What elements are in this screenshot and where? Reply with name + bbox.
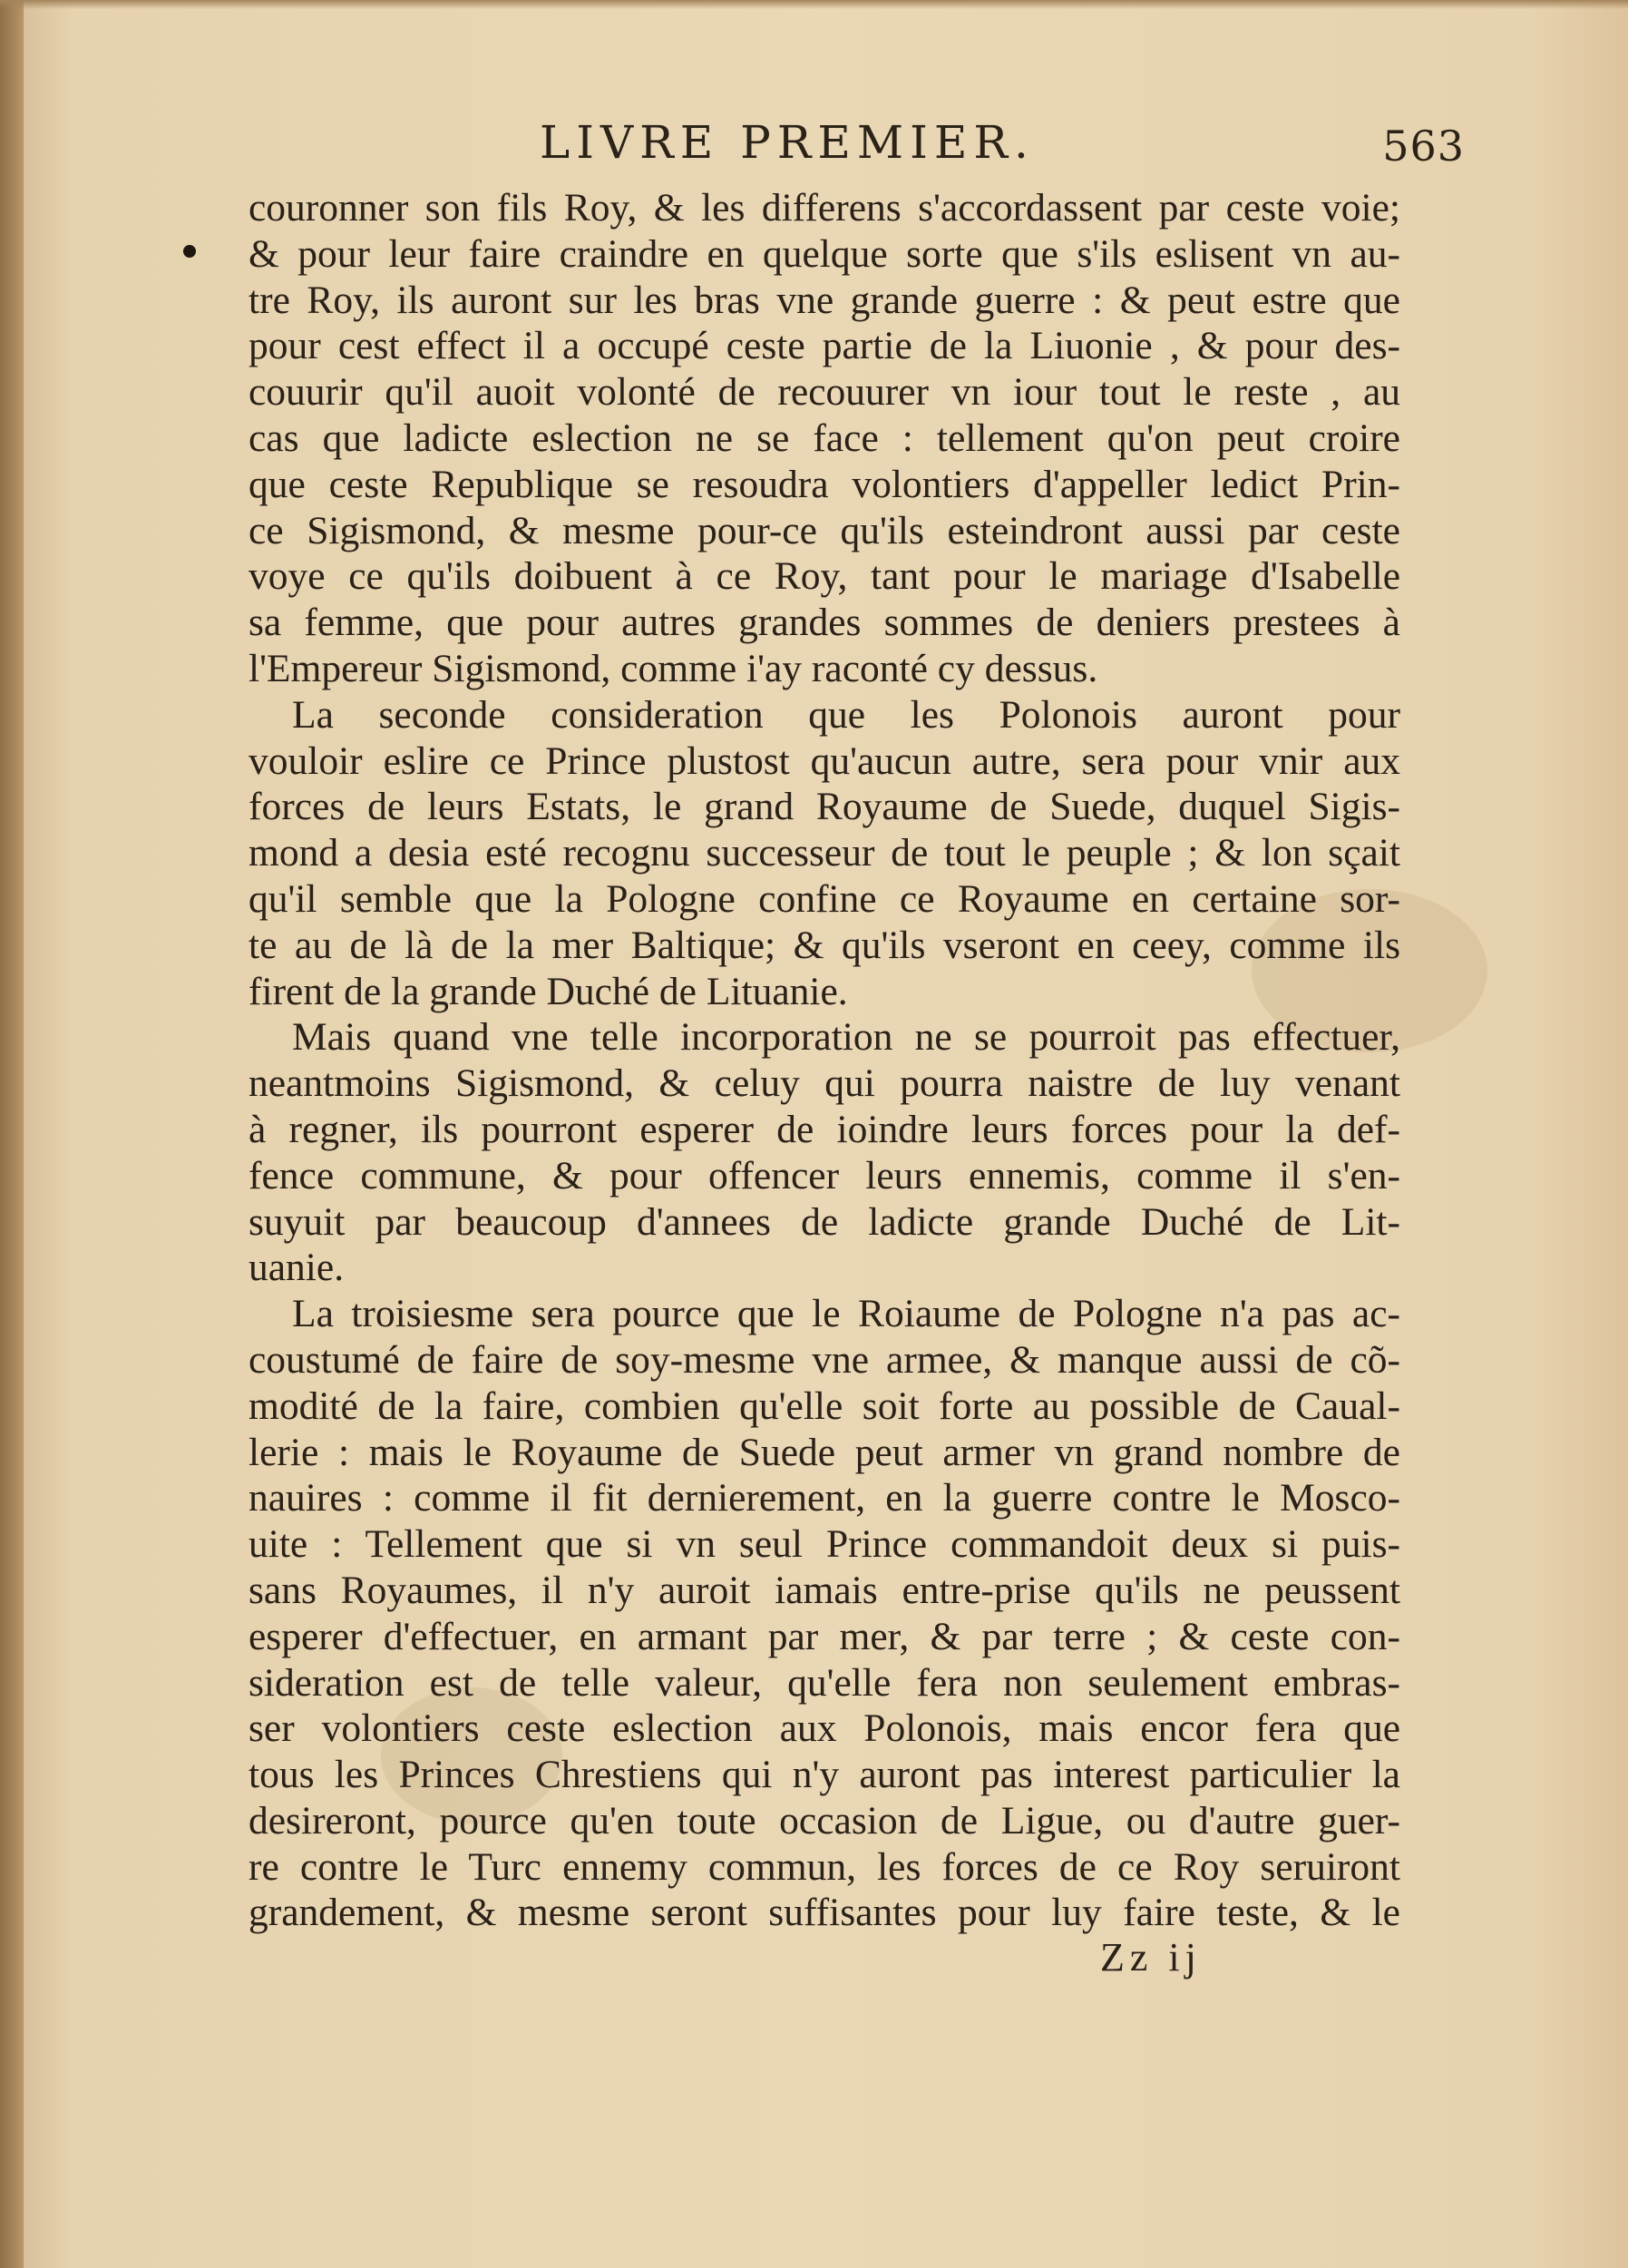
text-line: fence commune, & pour offencer leurs ennemis, comme il s'en- (249, 1153, 1400, 1198)
body-text (249, 185, 1400, 1936)
text-line: cas que ladicte eslection ne se face : tellement qu'on peut croire (249, 415, 1400, 460)
text-line: couurir qu'il auoit volonté de recouurer vn iour tout le reste , au (249, 370, 1400, 415)
text-line: vouloir eslire ce Prince plustost qu'aucun autre, sera pour vnir aux (249, 738, 1400, 783)
running-header (540, 116, 1465, 180)
text-line: coustumé de faire de soy-mesme vne armee, & manque aussi de cõ- (249, 1337, 1400, 1382)
text-line: grandement, & mesme seront suffisantes pour luy faire teste, & le (249, 1891, 1400, 1935)
text-line: qu'il semble que la Pologne confine ce Royaume en certaine sor- (249, 876, 1400, 921)
text-line: esperer d'effectuer, en armant par mer, & par terre ; & ceste con- (249, 1614, 1400, 1658)
binding-edge (0, 0, 24, 2268)
text-line: desireront, pource qu'en toute occasion de Ligue, ou d'autre guer- (249, 1798, 1400, 1843)
text-line: sa femme, que pour autres grandes sommes de deniers prestees à (249, 601, 1400, 645)
text-line: ce Sigismond, & mesme pour-ce qu'ils esteindront aussi par ceste (249, 508, 1400, 552)
page-number: 563 (1382, 122, 1465, 171)
margin-ink-dot (183, 245, 196, 258)
text-line: pour cest effect il a occupé ceste partie de la Liuonie , & pour des- (249, 324, 1400, 368)
text-line: voye ce qu'ils doibuent à ce Roy, tant pour le mariage d'Isabelle (249, 554, 1400, 599)
text-line: sideration est de telle valeur, qu'elle fera non seulement embras- (249, 1660, 1400, 1705)
text-line: sans Royaumes, il n'y auroit iamais entre-prise qu'ils ne peussent (249, 1568, 1400, 1612)
text-line: que ceste Republique se resoudra volontiers d'appeller ledict Prin- (249, 462, 1400, 506)
text-line: modité de la faire, combien qu'elle soit forte au possible de Caual- (249, 1383, 1400, 1428)
text-line: à regner, ils pourront esperer de ioindre leurs forces pour la def- (249, 1107, 1400, 1151)
text-line: lerie : mais le Royaume de Suede peut armer vn grand nombre de (249, 1430, 1400, 1474)
text-line: couronner son fils Roy, & les differens s'accordassent par ceste voie; (249, 186, 1400, 230)
text-line: te au de là de la mer Baltique; & qu'ils vseront en ceey, comme ils (249, 923, 1400, 967)
text-line: La seconde consideration que les Polonois auront pour (292, 692, 1400, 737)
text-line: uanie. (249, 1246, 345, 1290)
text-line: nauires : comme il fit dernierement, en la guerre contre le Mosco- (249, 1476, 1400, 1520)
text-line: uite : Tellement que si vn seul Prince commandoit deux si puis- (249, 1522, 1400, 1567)
text-line: mond a desia esté recognu successeur de tout le peuple ; & lon sçait (249, 831, 1400, 875)
text-line: re contre le Turc ennemy commun, les forces de ce Roy seruiront (249, 1844, 1400, 1889)
text-line: La troisiesme sera pource que le Roiaume de Pologne n'a pas ac- (292, 1292, 1400, 1336)
text-line: neantmoins Sigismond, & celuy qui pourra naistre de luy venant (249, 1061, 1400, 1106)
running-title: LIVRE PREMIER. (540, 116, 1035, 169)
text-line: forces de leurs Estats, le grand Royaume de Suede, duquel Sigis- (249, 785, 1400, 829)
text-line: ser volontiers ceste eslection aux Polonois, mais encor fera que (249, 1706, 1400, 1751)
text-line: tre Roy, ils auront sur les bras vne grande guerre : & peut estre que (249, 278, 1400, 322)
text-line: Mais quand vne telle incorporation ne se pourroit pas effectuer, (292, 1015, 1400, 1060)
text-line: l'Empereur Sigismond, comme i'ay raconté cy dessus. (249, 646, 1098, 690)
text-line: & pour leur faire craindre en quelque sorte que s'ils eslisent vn au- (249, 231, 1400, 276)
text-line: suyuit par beaucoup d'annees de ladicte grande Duché de Lit- (249, 1199, 1400, 1244)
top-edge-shadow (0, 0, 1628, 9)
signature-mark: Zz ij (1100, 1935, 1202, 1980)
text-line: firent de la grande Duché de Lituanie. (249, 969, 848, 1013)
text-line: tous les Princes Chrestiens qui n'y auront pas interest particulier la (249, 1753, 1400, 1797)
